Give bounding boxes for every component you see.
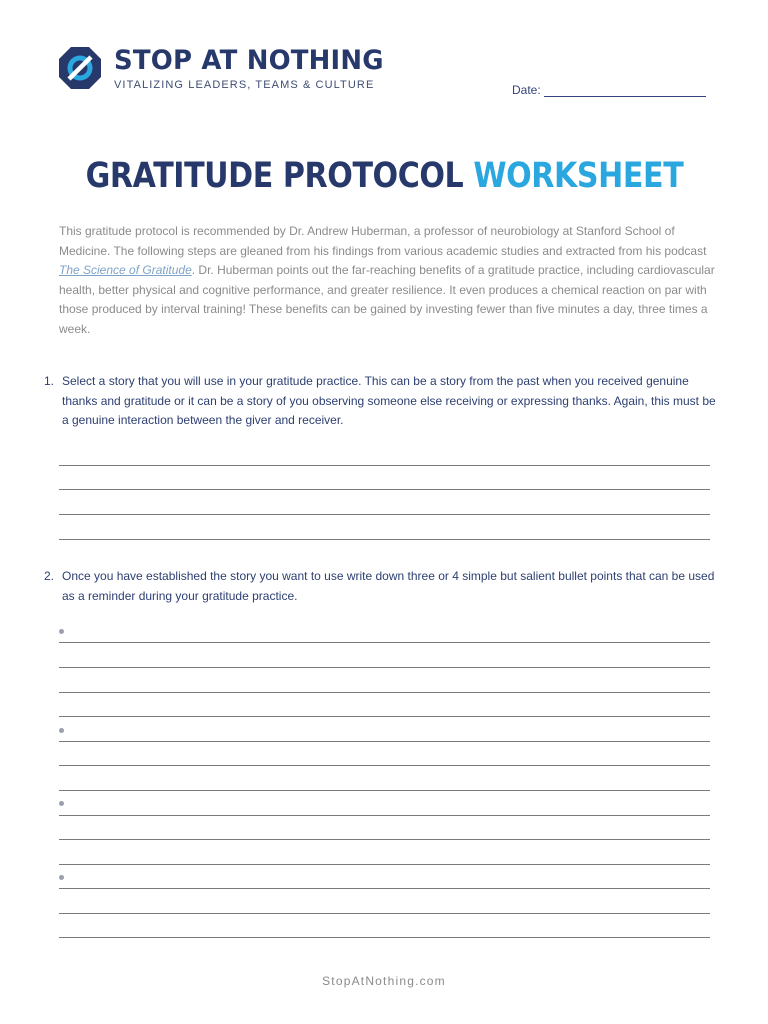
date-blank-line[interactable] bbox=[544, 85, 706, 97]
answer-line[interactable] bbox=[59, 888, 710, 889]
title-accent: WORKSHEET bbox=[472, 156, 683, 196]
answer-line[interactable] bbox=[59, 667, 710, 668]
answer-line[interactable] bbox=[59, 839, 710, 840]
podcast-link[interactable]: The Science of Gratitude bbox=[59, 263, 192, 277]
answer-line[interactable] bbox=[59, 765, 710, 766]
page-title bbox=[0, 156, 768, 196]
date-field[interactable] bbox=[512, 83, 706, 97]
answer-line[interactable] bbox=[59, 692, 710, 693]
bullet-point-icon bbox=[59, 728, 64, 733]
title-primary: GRATITUDE PROTOCOL bbox=[85, 156, 463, 196]
answer-line[interactable] bbox=[59, 815, 710, 816]
question-text: Once you have established the story you want to use write down three or 4 simple but salient bullet points that can be used as a reminder during your gratitude practice. bbox=[62, 569, 715, 603]
bullet-point-icon bbox=[59, 629, 64, 634]
answer-line[interactable] bbox=[59, 489, 710, 490]
question-number: 2. bbox=[44, 569, 55, 583]
answer-line[interactable] bbox=[59, 790, 710, 791]
answer-line[interactable] bbox=[59, 642, 710, 643]
question-number: 1. bbox=[44, 374, 55, 388]
answer-line[interactable] bbox=[59, 514, 710, 515]
intro-paragraph bbox=[59, 222, 719, 339]
answer-line[interactable] bbox=[59, 937, 710, 938]
brand-logo bbox=[58, 46, 395, 91]
bullet-point-icon bbox=[59, 875, 64, 880]
brand-tagline: VITALIZING LEADERS, TEAMS & CULTURE bbox=[114, 79, 375, 91]
footer-website: StopAtNothing.com bbox=[322, 974, 446, 988]
brand-name: STOP AT NOTHING bbox=[114, 45, 384, 76]
answer-line[interactable] bbox=[59, 864, 710, 865]
answer-line[interactable] bbox=[59, 913, 710, 914]
answer-line[interactable] bbox=[59, 539, 710, 540]
answer-line[interactable] bbox=[59, 716, 710, 717]
bullet-point-icon bbox=[59, 801, 64, 806]
date-label: Date: bbox=[512, 83, 541, 97]
answer-line[interactable] bbox=[59, 741, 710, 742]
intro-text-end: . Dr. Huberman points out the far-reaching benefits of a gratitude practice, including cardiovascular health, better physical and cognitive performance, and greater resilience. It even produces a chemical reaction on par with those produced by interval training! These benefits can be gained by investing fewer than five minutes a day, three times a week. bbox=[59, 263, 715, 336]
question-text: Select a story that you will use in your gratitude practice. This can be a story from the past when you received genuine thanks and gratitude or it can be a story of you observing someone else receiving or expressing thanks. Again, this must be a genuine interaction between the giver and receiver. bbox=[62, 374, 716, 427]
question-2 bbox=[44, 567, 724, 606]
intro-text-start: This gratitude protocol is recommended by Dr. Andrew Huberman, a professor of neurobiology at Stanford School of Medicine. The following steps are gleaned from his findings from various academic studies and extracted from his podcast bbox=[59, 224, 707, 258]
stop-octagon-logo-icon bbox=[58, 46, 102, 90]
answer-line[interactable] bbox=[59, 465, 710, 466]
question-1 bbox=[44, 372, 724, 431]
